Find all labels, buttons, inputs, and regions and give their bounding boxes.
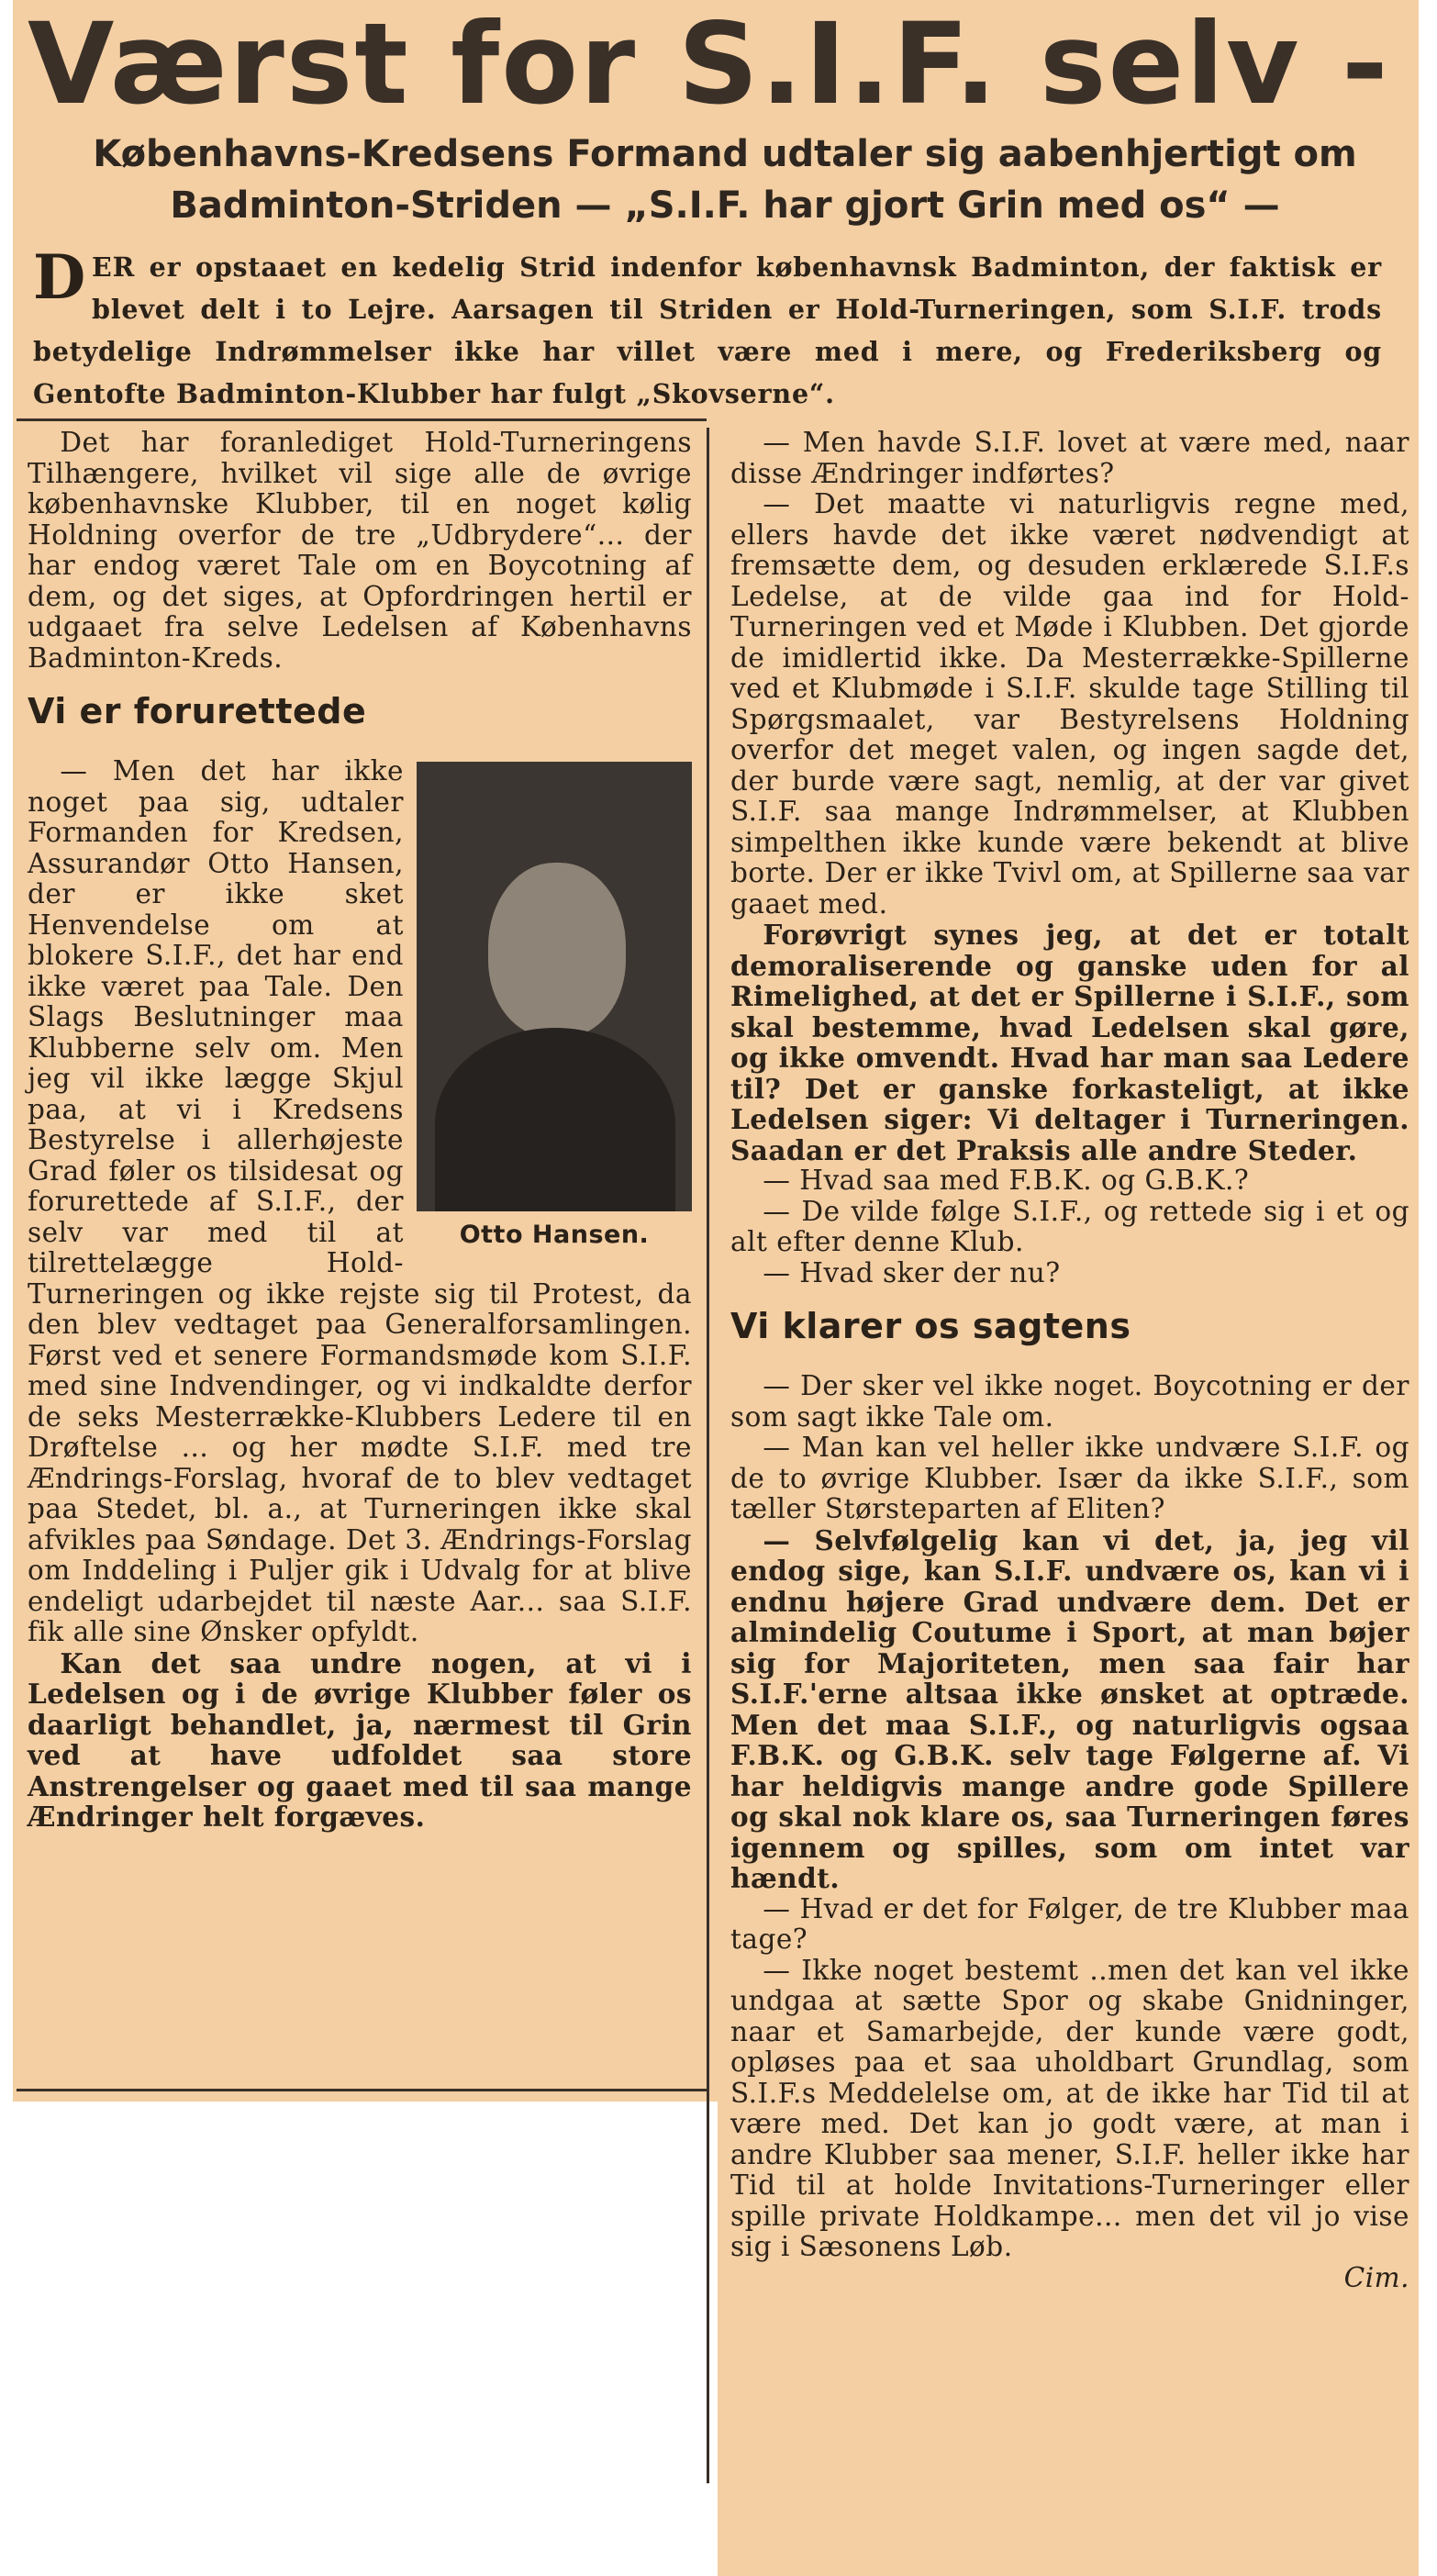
portrait-body xyxy=(435,1028,675,1211)
drop-cap: D xyxy=(33,241,87,313)
portrait-head xyxy=(488,863,626,1037)
body-paragraph-bold: Kan det saa undre nogen, at vi i Ledelsen og i de øvrige Klubber føler os daarligt behandlet, ja, nærmest til Grin ved at have udfoldet saa store Anstrengelser og gaaet med til saa mange Ændringer helt forgæves. xyxy=(28,1646,692,1833)
answer: — Ikke noget bestemt ..men det kan vel ikke undgaa at sætte Spor og skabe Gnidninger, naar et Samarbejde, der kunde være godt, opløses paa et saa uholdbart Grundlag, som S.I.F.s Meddelelse om, at de ikke har Tid til at være med. Det kan jo godt være, at man i andre Klubber saa mener, S.I.F. heller ikke har Tid til at holde Invitations-Turneringer eller spille private Holdkampe... men det vil jo vise sig i Sæsonens Løb. xyxy=(730,1954,1409,2262)
lead-paragraph xyxy=(33,241,1382,415)
author-signature: Cim. xyxy=(1343,2261,1409,2293)
divider-top xyxy=(17,418,707,421)
answer: — Der sker vel ikke noget. Boycotning er der som sagt ikke Tale om. xyxy=(730,1370,1409,1433)
question: — Man kan vel heller ikke undvære S.I.F. og de to øvrige Klubber. Især da ikke S.I.F., som tæller Størsteparten af Eliten? xyxy=(730,1432,1409,1524)
answer: — De vilde følge S.I.F., og rettede sig i et og alt efter denne Klub. xyxy=(730,1195,1409,1257)
column-left xyxy=(28,428,692,2080)
lead-text: ER er opstaaet en kedelig Strid indenfor københavnsk Badminton, der faktisk er blevet delt i to Lejre. Aarsagen til Striden er Hold-Turneringen, som S.I.F. trods betydelige Indrømmelser ikke har villet være med i mere, og Frederiksberg og Gentofte Badminton-Klubber har fulgt „Skovserne“. xyxy=(33,251,1382,409)
answer-bold: Forøvrigt synes jeg, at det er totalt demoraliserende og ganske uden for al Rimelighed, at det er Spillerne i S.I.F., som skal bestemme, hvad Ledelsen skal gøre, og ikke omvendt. Hvad har man saa Ledere til? Det er ganske forkasteligt, at ikke Ledelsen siger: Vi deltager i Turneringen. Saadan er det Praksis alle andre Steder. xyxy=(730,919,1409,1166)
question: — Hvad er det for Følger, de tre Klubber maa tage? xyxy=(730,1892,1409,1955)
cut-away-area xyxy=(0,2102,718,2576)
divider-bottom xyxy=(17,2089,707,2091)
answer: — Det maatte vi naturligvis regne med, ellers havde det ikke været nødvendigt at fremsætte dem, og desuden erklærede S.I.F.s Ledelse, at de vilde gaa ind for Hold-Turneringen ved et Møde i Klubben. Det gjorde de imidlertid ikke. Da Mesterrække-Spillerne ved et Klubmøde i S.I.F. skulde tage Stilling til Spørgsmaalet, var Bestyrelsens Holdning overfor det meget valen, og ingen sagde det, der burde være sagt, nemlig, at der var givet S.I.F. saa mange Indrømmelser, at Klubben simpelthen ikke kunde være bekendt at blive borte. Der er ikke Tvivl om, at Spillerne saa var gaaet med. xyxy=(730,488,1409,920)
section-heading: Vi klarer os sagtens xyxy=(730,1306,1131,1346)
subheadline: Københavns-Kredsens Formand udtaler sig aabenhjertigt om Badminton-Striden — „S.I.F. har gjort Grin med os“ — xyxy=(93,133,1357,227)
column-right xyxy=(730,428,1409,2566)
portrait-photo xyxy=(417,762,692,1263)
section-heading: Vi er forurettede xyxy=(28,691,367,731)
headline: Værst for S.I.F. selv - xyxy=(28,0,1390,128)
photo-caption: Otto Hansen. xyxy=(459,1221,650,1249)
body-paragraph: — Men det har ikke noget paa sig, udtaler Formanden for Kredsen, Assurandør Otto Hansen, der er ikke sket Henvendelse om at blokere S.I.F., det har end ikke været paa Tale. Den Slags Beslutninger maa Klubberne selv om. Men jeg vil ikke lægge Skjul paa, at vi i Kredsens Bestyrelse i allerhøjeste Grad føler os tilsidesat og forurettede af S.I.F., der selv var med til at tilrettelægge Hold-Turneringen og ikke rejste sig til Protest, da den blev vedtaget paa Generalforsamlingen. Først ved et senere Formandsmøde kom S.I.F. med sine Indvendinger, og vi indkaldte derfor de seks Mesterrække-Klubbers Ledere til en Drøftelse ... og her mødte S.I.F. med tre Ændrings-Forslag, hvoraf de to blev vedtaget paa Stedet, bl. a., at Turneringen ikke skal afvikles paa Søndage. Det 3. Ændrings-Forslag om Inddeling i Puljer gik i Udvalg for at blive endeligt udarbejdet til næste Aar... saa S.I.F. fik alle sine Ønsker opfyldt. xyxy=(28,755,692,1647)
answer-bold: — Selvfølgelig kan vi det, ja, jeg vil endog sige, kan S.I.F. undvære os, kan vi i endnu højere Grad undvære dem. Det er almindelig Coutume i Sport, at man bøjer sig for Majoriteten, men saa fair har S.I.F.'erne altsaa ikke ønsket at optræde. Men det maa S.I.F., og naturligvis ogsaa F.B.K. og G.B.K. selv tage Følgerne af. Vi har heldigvis mange andre gode Spillere og skal nok klare os, saa Turneringen føres igennem og spilles, som om intet var hændt. xyxy=(730,1523,1409,1894)
portrait-image xyxy=(417,762,692,1211)
question: — Men havde S.I.F. lovet at være med, naar disse Ændringer indførtes? xyxy=(730,427,1409,489)
question: — Hvad sker der nu? xyxy=(763,1256,1061,1288)
column-divider xyxy=(707,428,709,2483)
intro-paragraph: Det har foranlediget Hold-Turneringens Tilhængere, hvilket vil sige alle de øvrige københavnske Klubber, til en noget kølig Holdning overfor de tre „Udbrydere“... der har endog været Tale om en Boycotning af dem, og det siges, at Opfordringen hertil er udgaaet fra selve Ledelsen af Københavns Badminton-Kreds. xyxy=(28,427,692,674)
question: — Hvad saa med F.B.K. og G.B.K.? xyxy=(763,1165,1250,1196)
